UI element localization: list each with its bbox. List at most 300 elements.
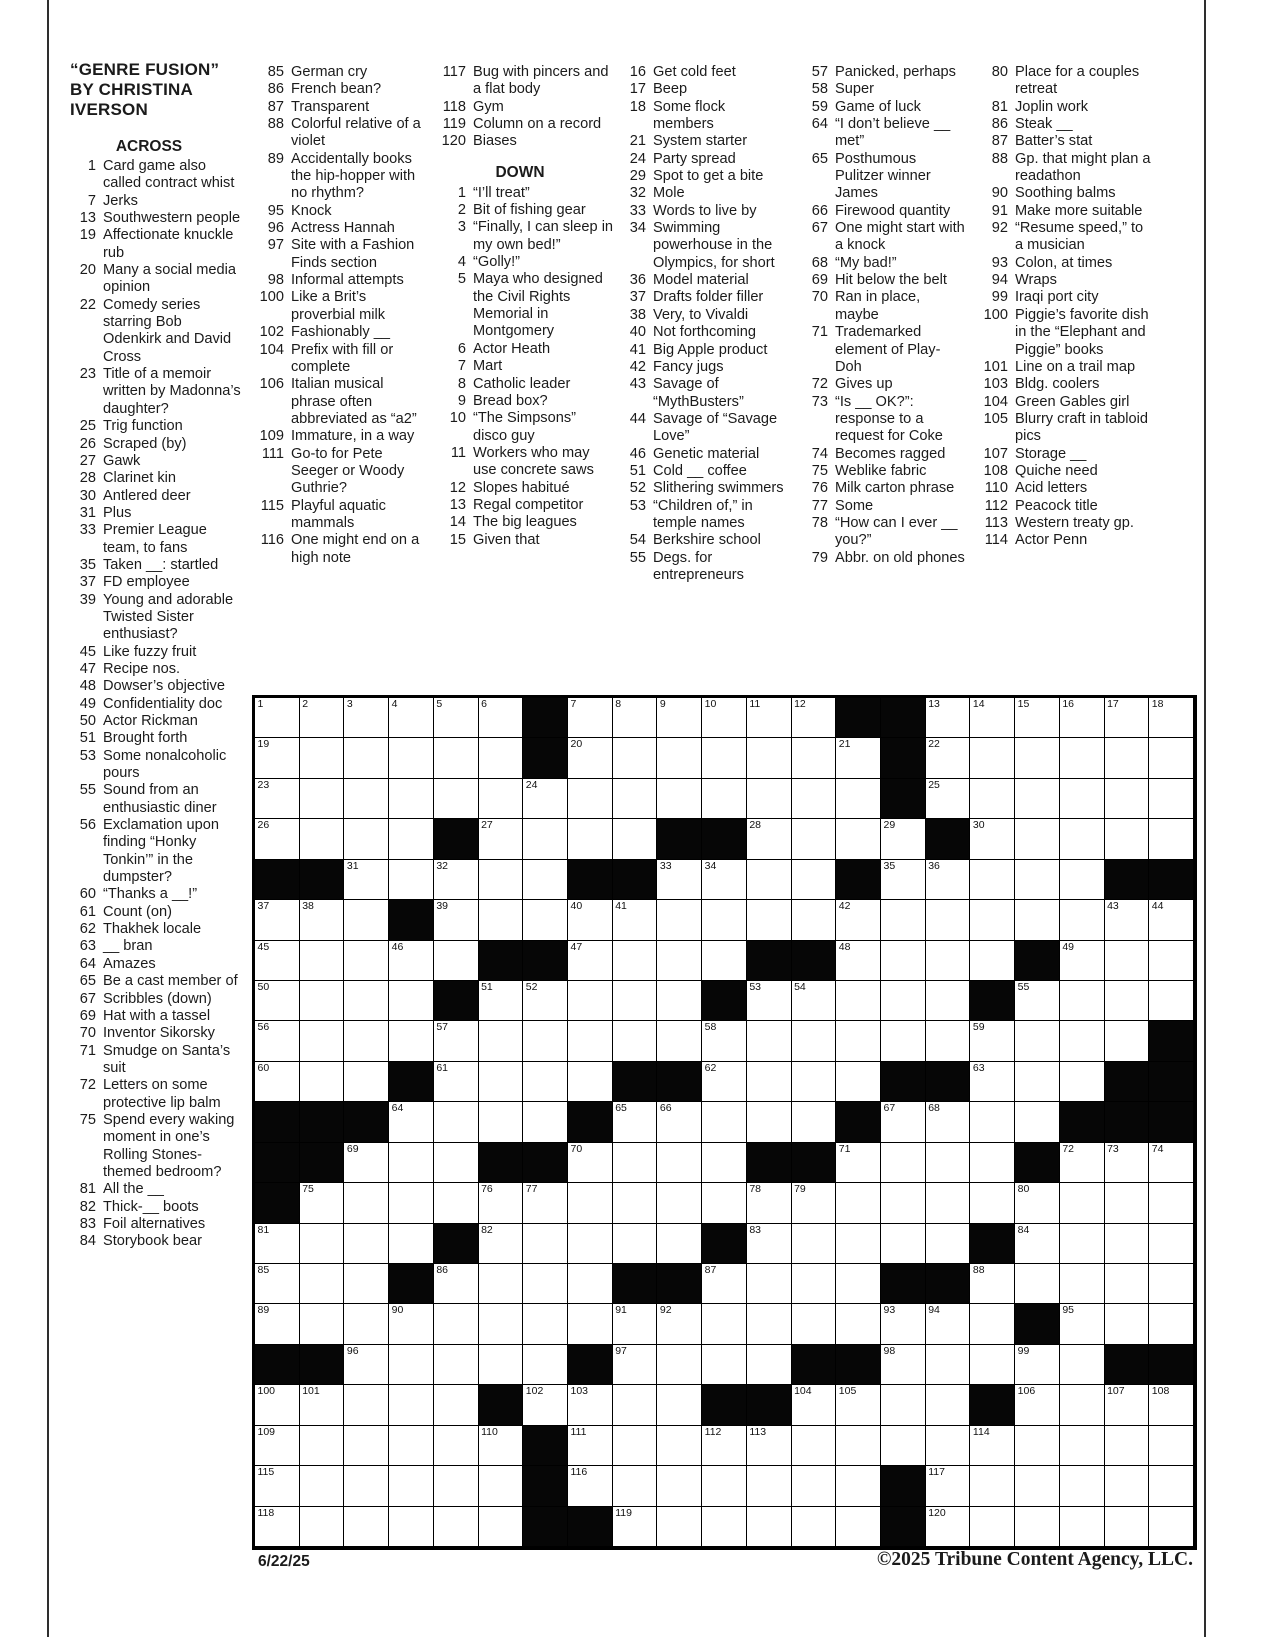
grid-cell[interactable]	[747, 1507, 792, 1547]
grid-cell[interactable]	[1105, 819, 1150, 859]
grid-cell[interactable]	[970, 698, 1015, 738]
grid-cell[interactable]	[479, 819, 524, 859]
grid-cell[interactable]	[657, 1143, 702, 1183]
grid-cell[interactable]	[434, 900, 479, 940]
grid-cell[interactable]	[926, 1385, 971, 1425]
grid-cell[interactable]	[702, 900, 747, 940]
grid-cell[interactable]	[1105, 900, 1150, 940]
grid-cell[interactable]	[389, 941, 434, 981]
grid-cell[interactable]	[568, 819, 613, 859]
grid-cell[interactable]	[702, 1062, 747, 1102]
grid-cell[interactable]	[1015, 860, 1060, 900]
grid-cell[interactable]	[970, 1426, 1015, 1466]
grid-cell[interactable]	[881, 1143, 926, 1183]
grid-cell[interactable]	[479, 1304, 524, 1344]
grid-cell[interactable]	[657, 1507, 702, 1547]
grid-cell[interactable]	[926, 1507, 971, 1547]
grid-cell[interactable]	[1105, 1385, 1150, 1425]
grid-cell[interactable]	[836, 1224, 881, 1264]
grid-cell[interactable]	[836, 900, 881, 940]
grid-cell[interactable]	[792, 1102, 837, 1142]
grid-cell[interactable]	[523, 819, 568, 859]
grid-cell[interactable]	[300, 1224, 345, 1264]
grid-cell[interactable]	[1015, 1385, 1060, 1425]
grid-cell[interactable]	[434, 1021, 479, 1061]
grid-cell[interactable]	[1015, 698, 1060, 738]
grid-cell[interactable]	[881, 981, 926, 1021]
grid-cell[interactable]	[568, 698, 613, 738]
grid-cell[interactable]	[300, 1021, 345, 1061]
grid-cell[interactable]	[344, 738, 389, 778]
grid-cell[interactable]	[568, 1385, 613, 1425]
grid-cell[interactable]	[970, 1304, 1015, 1344]
grid-cell[interactable]	[970, 1264, 1015, 1304]
grid-cell[interactable]	[702, 1507, 747, 1547]
grid-cell[interactable]	[523, 860, 568, 900]
grid-cell[interactable]	[836, 1264, 881, 1304]
grid-cell[interactable]	[1060, 981, 1105, 1021]
grid-cell[interactable]	[1060, 1426, 1105, 1466]
grid-cell[interactable]	[1060, 1345, 1105, 1385]
grid-cell[interactable]	[747, 1183, 792, 1223]
grid-cell[interactable]	[792, 819, 837, 859]
grid-cell[interactable]	[568, 1426, 613, 1466]
grid-cell[interactable]	[434, 1426, 479, 1466]
grid-cell[interactable]	[970, 1143, 1015, 1183]
grid-cell[interactable]	[836, 941, 881, 981]
grid-cell[interactable]	[702, 1102, 747, 1142]
grid-cell[interactable]	[836, 738, 881, 778]
grid-cell[interactable]	[1015, 1183, 1060, 1223]
grid-cell[interactable]	[881, 941, 926, 981]
grid-cell[interactable]	[479, 1102, 524, 1142]
grid-cell[interactable]	[389, 1183, 434, 1223]
grid-cell[interactable]	[836, 1426, 881, 1466]
grid-cell[interactable]	[1060, 738, 1105, 778]
grid-cell[interactable]	[344, 1345, 389, 1385]
grid-cell[interactable]	[792, 698, 837, 738]
grid-cell[interactable]	[970, 779, 1015, 819]
grid-cell[interactable]	[479, 698, 524, 738]
grid-cell[interactable]	[926, 860, 971, 900]
grid-cell[interactable]	[747, 819, 792, 859]
grid-cell[interactable]	[970, 1507, 1015, 1547]
grid-cell[interactable]	[702, 1183, 747, 1223]
grid-cell[interactable]	[657, 1466, 702, 1506]
grid-cell[interactable]	[792, 1426, 837, 1466]
grid-cell[interactable]	[344, 941, 389, 981]
grid-cell[interactable]	[970, 1102, 1015, 1142]
grid-cell[interactable]	[568, 1021, 613, 1061]
grid-cell[interactable]	[836, 1062, 881, 1102]
grid-cell[interactable]	[300, 981, 345, 1021]
grid-cell[interactable]	[747, 779, 792, 819]
grid-cell[interactable]	[613, 1183, 658, 1223]
grid-cell[interactable]	[389, 1021, 434, 1061]
grid-cell[interactable]	[613, 1224, 658, 1264]
grid-cell[interactable]	[702, 1345, 747, 1385]
grid-cell[interactable]	[1105, 941, 1150, 981]
grid-cell[interactable]	[300, 698, 345, 738]
grid-cell[interactable]	[389, 1385, 434, 1425]
grid-cell[interactable]	[970, 1466, 1015, 1506]
grid-cell[interactable]	[926, 779, 971, 819]
grid-cell[interactable]	[1015, 1021, 1060, 1061]
grid-cell[interactable]	[702, 1021, 747, 1061]
grid-cell[interactable]	[344, 1021, 389, 1061]
grid-cell[interactable]	[389, 1507, 434, 1547]
grid-cell[interactable]	[747, 1466, 792, 1506]
grid-cell[interactable]	[255, 698, 300, 738]
grid-cell[interactable]	[657, 1224, 702, 1264]
grid-cell[interactable]	[1060, 819, 1105, 859]
grid-cell[interactable]	[1060, 698, 1105, 738]
grid-cell[interactable]	[702, 1143, 747, 1183]
grid-cell[interactable]	[792, 900, 837, 940]
grid-cell[interactable]	[970, 819, 1015, 859]
grid-cell[interactable]	[479, 779, 524, 819]
grid-cell[interactable]	[523, 1062, 568, 1102]
grid-cell[interactable]	[523, 1102, 568, 1142]
grid-cell[interactable]	[568, 941, 613, 981]
grid-cell[interactable]	[747, 900, 792, 940]
grid-cell[interactable]	[434, 1345, 479, 1385]
grid-cell[interactable]	[344, 819, 389, 859]
grid-cell[interactable]	[702, 1426, 747, 1466]
grid-cell[interactable]	[836, 1021, 881, 1061]
grid-cell[interactable]	[389, 1224, 434, 1264]
grid-cell[interactable]	[926, 1304, 971, 1344]
grid-cell[interactable]	[792, 860, 837, 900]
grid-cell[interactable]	[836, 981, 881, 1021]
grid-cell[interactable]	[300, 1385, 345, 1425]
grid-cell[interactable]	[926, 1345, 971, 1385]
grid-cell[interactable]	[836, 1304, 881, 1344]
grid-cell[interactable]	[479, 1466, 524, 1506]
grid-cell[interactable]	[255, 1426, 300, 1466]
grid-cell[interactable]	[1105, 1304, 1150, 1344]
grid-cell[interactable]	[836, 1183, 881, 1223]
grid-cell[interactable]	[344, 860, 389, 900]
grid-cell[interactable]	[523, 1264, 568, 1304]
grid-cell[interactable]	[1015, 738, 1060, 778]
grid-cell[interactable]	[1149, 779, 1194, 819]
grid-cell[interactable]	[792, 1062, 837, 1102]
grid-cell[interactable]	[1105, 1507, 1150, 1547]
grid-cell[interactable]	[1149, 1507, 1194, 1547]
grid-cell[interactable]	[255, 900, 300, 940]
grid-cell[interactable]	[1015, 981, 1060, 1021]
grid-cell[interactable]	[747, 1062, 792, 1102]
grid-cell[interactable]	[1060, 1264, 1105, 1304]
grid-cell[interactable]	[747, 1102, 792, 1142]
grid-cell[interactable]	[1015, 779, 1060, 819]
grid-cell[interactable]	[523, 1183, 568, 1223]
grid-cell[interactable]	[568, 1183, 613, 1223]
grid-cell[interactable]	[523, 1224, 568, 1264]
grid-cell[interactable]	[255, 1304, 300, 1344]
grid-cell[interactable]	[389, 1345, 434, 1385]
grid-cell[interactable]	[568, 779, 613, 819]
grid-cell[interactable]	[1015, 1426, 1060, 1466]
grid-cell[interactable]	[1015, 819, 1060, 859]
grid-cell[interactable]	[255, 1385, 300, 1425]
grid-cell[interactable]	[881, 819, 926, 859]
grid-cell[interactable]	[389, 860, 434, 900]
grid-cell[interactable]	[300, 1062, 345, 1102]
grid-cell[interactable]	[792, 1021, 837, 1061]
grid-cell[interactable]	[926, 1426, 971, 1466]
grid-cell[interactable]	[613, 1507, 658, 1547]
grid-cell[interactable]	[255, 738, 300, 778]
grid-cell[interactable]	[970, 738, 1015, 778]
grid-cell[interactable]	[479, 1345, 524, 1385]
grid-cell[interactable]	[434, 1466, 479, 1506]
grid-cell[interactable]	[523, 779, 568, 819]
grid-cell[interactable]	[613, 1304, 658, 1344]
grid-cell[interactable]	[747, 698, 792, 738]
grid-cell[interactable]	[970, 1021, 1015, 1061]
grid-cell[interactable]	[836, 1385, 881, 1425]
grid-cell[interactable]	[881, 1021, 926, 1061]
grid-cell[interactable]	[792, 1183, 837, 1223]
grid-cell[interactable]	[1149, 1143, 1194, 1183]
grid-cell[interactable]	[479, 1183, 524, 1223]
grid-cell[interactable]	[702, 1264, 747, 1304]
grid-cell[interactable]	[613, 1466, 658, 1506]
grid-cell[interactable]	[1149, 1385, 1194, 1425]
grid-cell[interactable]	[255, 819, 300, 859]
grid-cell[interactable]	[1105, 1143, 1150, 1183]
grid-cell[interactable]	[702, 738, 747, 778]
grid-cell[interactable]	[1060, 1062, 1105, 1102]
grid-cell[interactable]	[792, 1224, 837, 1264]
grid-cell[interactable]	[970, 941, 1015, 981]
grid-cell[interactable]	[568, 1062, 613, 1102]
grid-cell[interactable]	[344, 779, 389, 819]
grid-cell[interactable]	[1015, 1507, 1060, 1547]
grid-cell[interactable]	[970, 1183, 1015, 1223]
grid-cell[interactable]	[1149, 900, 1194, 940]
grid-cell[interactable]	[1105, 1466, 1150, 1506]
grid-cell[interactable]	[434, 779, 479, 819]
grid-cell[interactable]	[926, 1143, 971, 1183]
grid-cell[interactable]	[255, 981, 300, 1021]
grid-cell[interactable]	[1105, 1021, 1150, 1061]
grid-cell[interactable]	[568, 738, 613, 778]
grid-cell[interactable]	[881, 1304, 926, 1344]
grid-cell[interactable]	[1149, 1224, 1194, 1264]
grid-cell[interactable]	[1105, 1183, 1150, 1223]
grid-cell[interactable]	[255, 1264, 300, 1304]
grid-cell[interactable]	[926, 1102, 971, 1142]
grid-cell[interactable]	[1060, 900, 1105, 940]
grid-cell[interactable]	[434, 1102, 479, 1142]
grid-cell[interactable]	[881, 1224, 926, 1264]
grid-cell[interactable]	[1060, 941, 1105, 981]
grid-cell[interactable]	[881, 860, 926, 900]
grid-cell[interactable]	[881, 1385, 926, 1425]
grid-cell[interactable]	[479, 1264, 524, 1304]
grid-cell[interactable]	[926, 981, 971, 1021]
grid-cell[interactable]	[523, 900, 568, 940]
grid-cell[interactable]	[300, 1264, 345, 1304]
grid-cell[interactable]	[1060, 1304, 1105, 1344]
grid-cell[interactable]	[970, 900, 1015, 940]
grid-cell[interactable]	[1105, 981, 1150, 1021]
grid-cell[interactable]	[300, 1507, 345, 1547]
grid-cell[interactable]	[389, 1143, 434, 1183]
grid-cell[interactable]	[657, 1426, 702, 1466]
grid-cell[interactable]	[434, 698, 479, 738]
grid-cell[interactable]	[434, 1304, 479, 1344]
grid-cell[interactable]	[434, 1143, 479, 1183]
grid-cell[interactable]	[1105, 1264, 1150, 1304]
grid-cell[interactable]	[792, 1466, 837, 1506]
grid-cell[interactable]	[344, 1264, 389, 1304]
grid-cell[interactable]	[1149, 1183, 1194, 1223]
grid-cell[interactable]	[344, 1426, 389, 1466]
grid-cell[interactable]	[1015, 1062, 1060, 1102]
grid-cell[interactable]	[613, 1143, 658, 1183]
grid-cell[interactable]	[657, 1183, 702, 1223]
grid-cell[interactable]	[613, 819, 658, 859]
grid-cell[interactable]	[1060, 1224, 1105, 1264]
grid-cell[interactable]	[479, 1062, 524, 1102]
grid-cell[interactable]	[300, 1183, 345, 1223]
grid-cell[interactable]	[792, 1507, 837, 1547]
grid-cell[interactable]	[479, 900, 524, 940]
grid-cell[interactable]	[657, 698, 702, 738]
grid-cell[interactable]	[255, 941, 300, 981]
grid-cell[interactable]	[568, 981, 613, 1021]
grid-cell[interactable]	[1060, 779, 1105, 819]
grid-cell[interactable]	[1149, 819, 1194, 859]
grid-cell[interactable]	[1149, 1304, 1194, 1344]
grid-cell[interactable]	[300, 738, 345, 778]
grid-cell[interactable]	[792, 981, 837, 1021]
grid-cell[interactable]	[747, 1426, 792, 1466]
grid-cell[interactable]	[836, 819, 881, 859]
grid-cell[interactable]	[747, 1021, 792, 1061]
grid-cell[interactable]	[657, 1345, 702, 1385]
grid-cell[interactable]	[613, 1426, 658, 1466]
grid-cell[interactable]	[792, 738, 837, 778]
grid-cell[interactable]	[300, 779, 345, 819]
grid-cell[interactable]	[747, 860, 792, 900]
grid-cell[interactable]	[568, 900, 613, 940]
grid-cell[interactable]	[479, 1507, 524, 1547]
grid-cell[interactable]	[1060, 1385, 1105, 1425]
grid-cell[interactable]	[479, 981, 524, 1021]
grid-cell[interactable]	[836, 779, 881, 819]
grid-cell[interactable]	[792, 1304, 837, 1344]
grid-cell[interactable]	[479, 1224, 524, 1264]
grid-cell[interactable]	[657, 900, 702, 940]
grid-cell[interactable]	[747, 981, 792, 1021]
grid-cell[interactable]	[926, 1183, 971, 1223]
grid-cell[interactable]	[300, 1466, 345, 1506]
grid-cell[interactable]	[1149, 1466, 1194, 1506]
grid-cell[interactable]	[702, 1466, 747, 1506]
grid-cell[interactable]	[657, 1385, 702, 1425]
grid-cell[interactable]	[255, 1021, 300, 1061]
grid-cell[interactable]	[344, 1507, 389, 1547]
grid-cell[interactable]	[568, 1224, 613, 1264]
grid-cell[interactable]	[970, 1345, 1015, 1385]
grid-cell[interactable]	[657, 941, 702, 981]
grid-cell[interactable]	[836, 1466, 881, 1506]
grid-cell[interactable]	[434, 1385, 479, 1425]
grid-cell[interactable]	[702, 860, 747, 900]
grid-cell[interactable]	[613, 981, 658, 1021]
grid-cell[interactable]	[1060, 1466, 1105, 1506]
grid-cell[interactable]	[255, 1224, 300, 1264]
grid-cell[interactable]	[970, 1062, 1015, 1102]
grid-cell[interactable]	[1149, 698, 1194, 738]
grid-cell[interactable]	[747, 1345, 792, 1385]
grid-cell[interactable]	[926, 1224, 971, 1264]
grid-cell[interactable]	[344, 1385, 389, 1425]
grid-cell[interactable]	[344, 1183, 389, 1223]
grid-cell[interactable]	[881, 1345, 926, 1385]
grid-cell[interactable]	[1149, 1426, 1194, 1466]
grid-cell[interactable]	[300, 819, 345, 859]
grid-cell[interactable]	[434, 1183, 479, 1223]
grid-cell[interactable]	[479, 1021, 524, 1061]
grid-cell[interactable]	[1149, 738, 1194, 778]
grid-cell[interactable]	[389, 779, 434, 819]
grid-cell[interactable]	[881, 1183, 926, 1223]
grid-cell[interactable]	[389, 738, 434, 778]
grid-cell[interactable]	[970, 860, 1015, 900]
grid-cell[interactable]	[836, 1143, 881, 1183]
grid-cell[interactable]	[344, 1304, 389, 1344]
grid-cell[interactable]	[1015, 1345, 1060, 1385]
grid-cell[interactable]	[344, 698, 389, 738]
grid-cell[interactable]	[1015, 900, 1060, 940]
grid-cell[interactable]	[389, 698, 434, 738]
grid-cell[interactable]	[344, 1143, 389, 1183]
grid-cell[interactable]	[568, 1466, 613, 1506]
grid-cell[interactable]	[657, 1102, 702, 1142]
grid-cell[interactable]	[613, 1102, 658, 1142]
grid-cell[interactable]	[255, 1466, 300, 1506]
grid-cell[interactable]	[657, 1304, 702, 1344]
grid-cell[interactable]	[389, 1426, 434, 1466]
grid-cell[interactable]	[479, 860, 524, 900]
grid-cell[interactable]	[568, 1304, 613, 1344]
grid-cell[interactable]	[1149, 981, 1194, 1021]
grid-cell[interactable]	[344, 1062, 389, 1102]
grid-cell[interactable]	[300, 1304, 345, 1344]
grid-cell[interactable]	[300, 1426, 345, 1466]
grid-cell[interactable]	[792, 779, 837, 819]
grid-cell[interactable]	[1105, 738, 1150, 778]
grid-cell[interactable]	[434, 1264, 479, 1304]
grid-cell[interactable]	[389, 1466, 434, 1506]
grid-cell[interactable]	[255, 1507, 300, 1547]
grid-cell[interactable]	[1015, 1224, 1060, 1264]
grid-cell[interactable]	[479, 1426, 524, 1466]
grid-cell[interactable]	[792, 1385, 837, 1425]
grid-cell[interactable]	[926, 698, 971, 738]
grid-cell[interactable]	[702, 779, 747, 819]
grid-cell[interactable]	[1105, 1426, 1150, 1466]
grid-cell[interactable]	[881, 900, 926, 940]
grid-cell[interactable]	[1060, 1183, 1105, 1223]
grid-cell[interactable]	[389, 1304, 434, 1344]
